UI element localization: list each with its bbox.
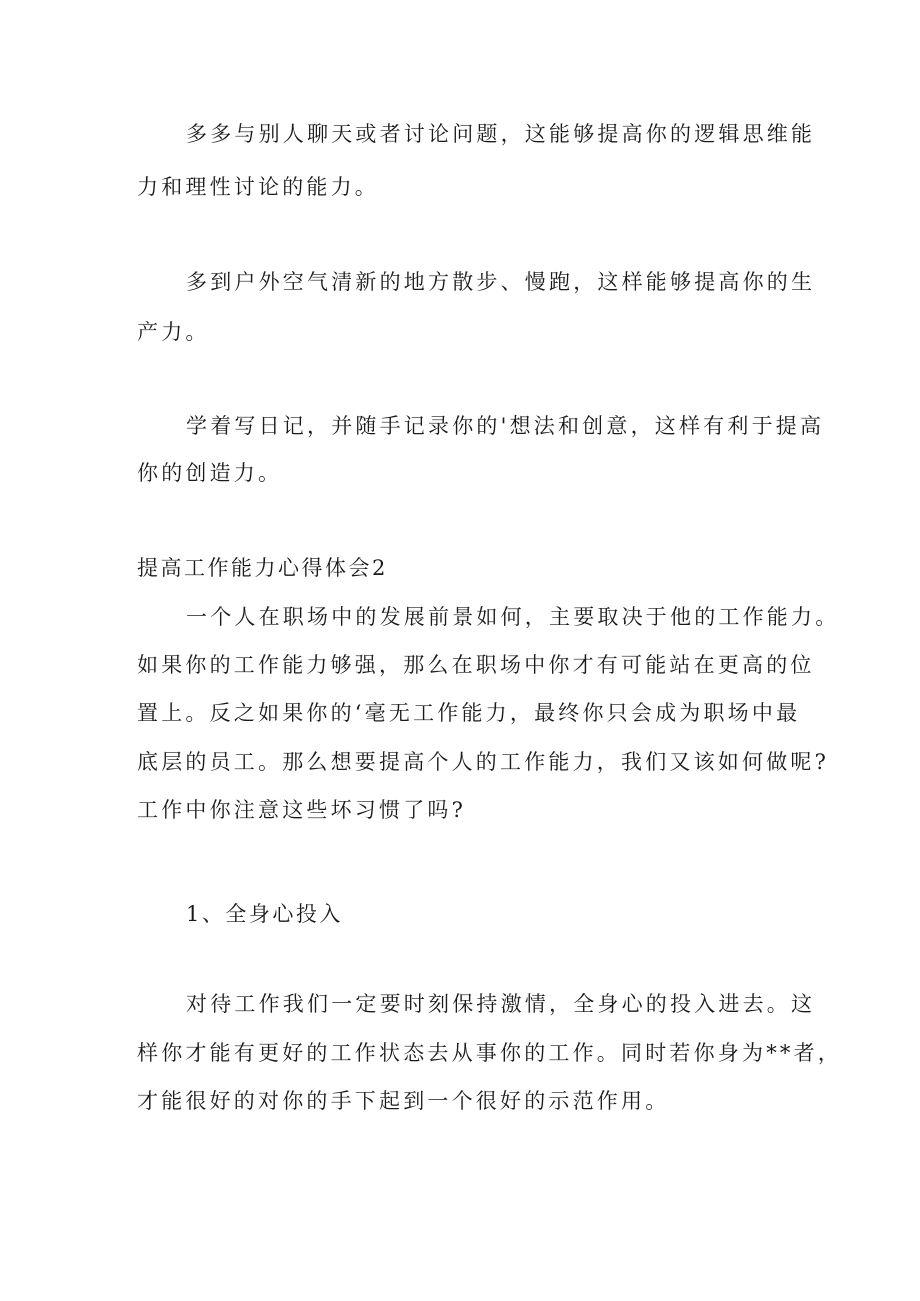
paragraph-1-line-2: 力和理性讨论的能力。	[137, 175, 379, 199]
paragraph-3-line-1: 学着写日记，并随手记录你的'想法和创意，这样有利于提高	[186, 414, 825, 438]
paragraph-4-line-2: 如果你的工作能力够强，那么在职场中你才有可能站在更高的位	[137, 653, 815, 677]
paragraph-4-line-1: 一个人在职场中的发展前景如何，主要取决于他的工作能力。	[186, 605, 840, 629]
paragraph-5-line-2: 样你才能有更好的工作状态去从事你的工作。同时若你身为**者，	[137, 1041, 842, 1065]
paragraph-2-line-2: 产力。	[137, 320, 210, 344]
paragraph-5-line-1: 对待工作我们一定要时刻保持激情，全身心的投入进去。这	[186, 992, 816, 1016]
item-1-title: 1、全身心投入	[186, 902, 343, 926]
section-title: 提高工作能力心得体会2	[137, 556, 388, 580]
paragraph-1-line-1: 多多与别人聊天或者讨论问题，这能够提高你的逻辑思维能	[186, 122, 816, 146]
paragraph-3-line-2: 你的创造力。	[137, 461, 283, 485]
paragraph-4-line-3: 置上。反之如果你的‘毫无工作能力，最终你只会成为职场中最	[137, 701, 801, 725]
paragraph-2-line-1: 多到户外空气清新的地方散步、慢跑，这样能够提高你的生	[186, 270, 816, 294]
paragraph-4-line-4: 底层的员工。那么想要提高个人的工作能力，我们又该如何做呢?	[137, 750, 830, 774]
paragraph-5-line-3: 才能很好的对你的手下起到一个很好的示范作用。	[137, 1089, 670, 1113]
paragraph-4-line-5: 工作中你注意这些坏习惯了吗?	[137, 798, 467, 822]
